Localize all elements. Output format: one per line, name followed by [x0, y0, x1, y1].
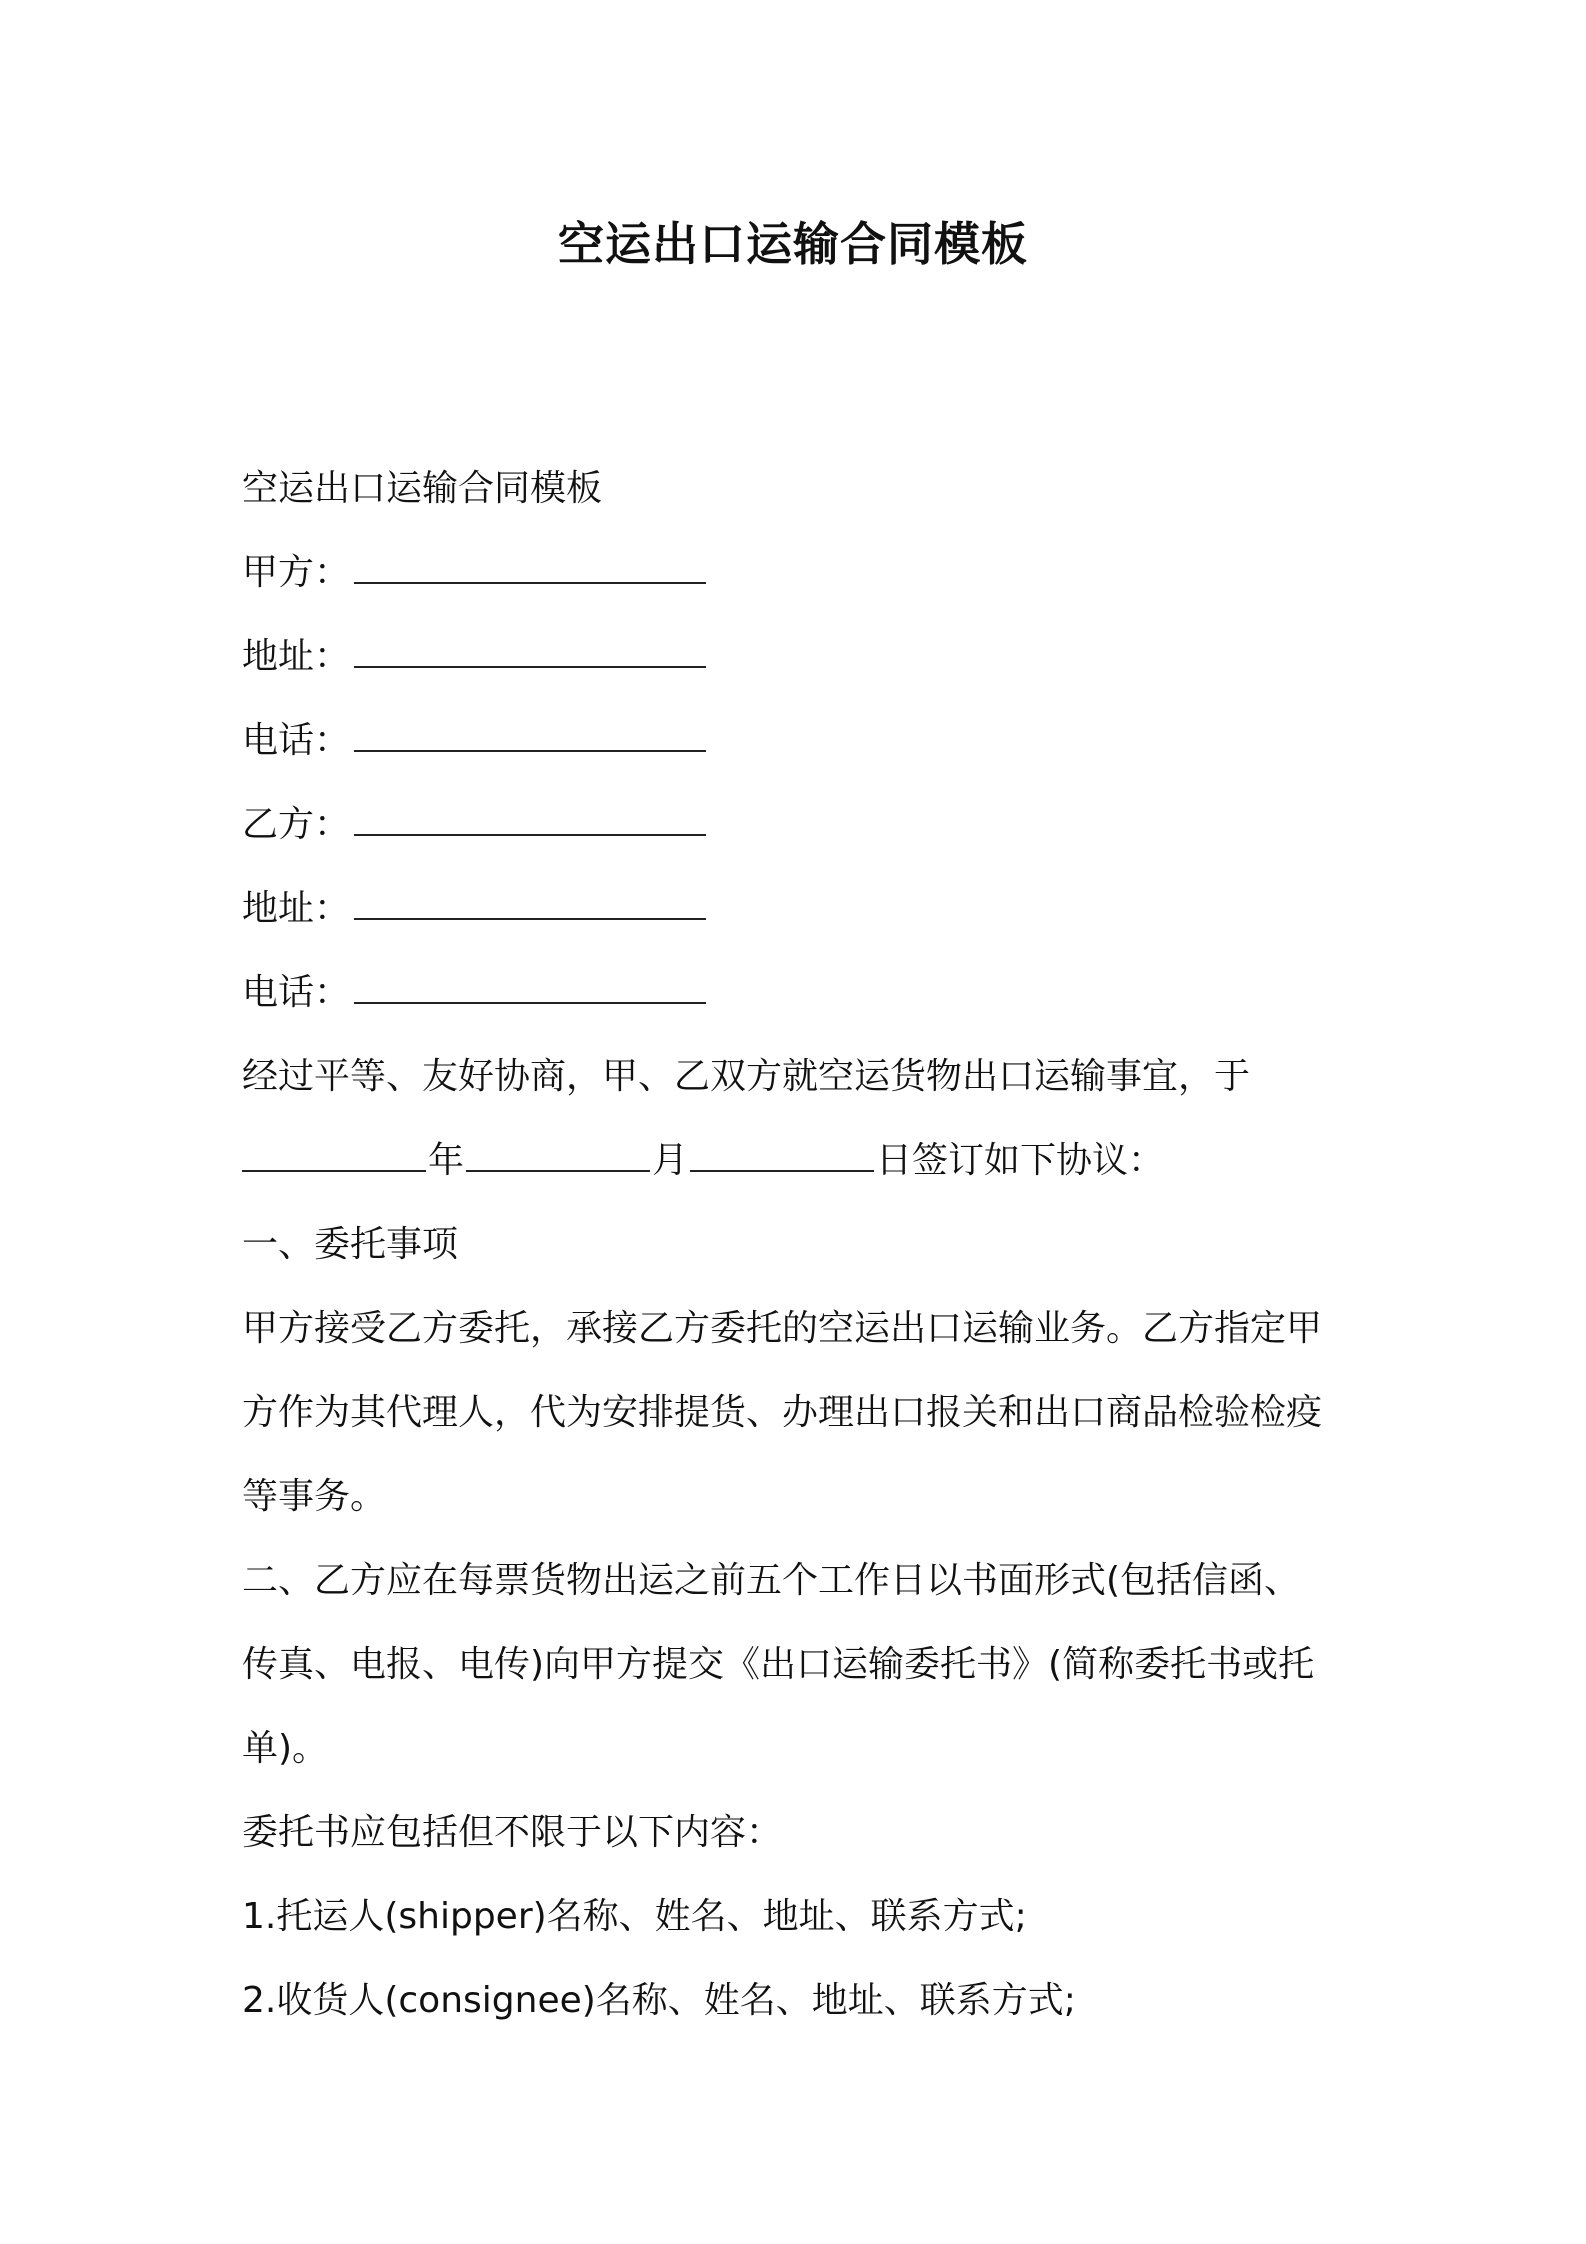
- party-b-label: 乙方：: [242, 804, 351, 845]
- section-1-line: 甲方接受乙方委托，承接乙方委托的空运出口运输业务。乙方指定甲: [242, 1308, 1323, 1349]
- section-1-heading: 一、委托事项: [242, 1224, 459, 1265]
- document-body: [242, 447, 1362, 2043]
- party-a-label: 甲方：: [242, 552, 351, 593]
- year-blank: [242, 1136, 426, 1172]
- section-1-line: 等事务。: [242, 1476, 387, 1517]
- day-suffix: 日签订如下协议：: [876, 1140, 1165, 1181]
- document-title: 空运出口运输合同模板: [558, 217, 1028, 271]
- intro-line: 经过平等、友好协商，甲、乙双方就空运货物出口运输事宜，于: [242, 1056, 1251, 1097]
- party-a-phone-label: 电话：: [242, 720, 351, 761]
- contents-intro: 委托书应包括但不限于以下内容：: [242, 1812, 783, 1853]
- contents-item: 1.托运人(shipper)名称、姓名、地址、联系方式;: [242, 1896, 1027, 1937]
- document-subtitle: 空运出口运输合同模板: [242, 468, 603, 509]
- party-b-phone-field: [242, 951, 1362, 1035]
- party-a-field: [242, 531, 1362, 615]
- party-b-address-blank: [354, 884, 706, 920]
- year-label: 年: [428, 1140, 465, 1181]
- party-b-address-label: 地址：: [242, 888, 351, 929]
- month-blank: [466, 1136, 650, 1172]
- day-blank: [690, 1136, 874, 1172]
- contents-item: 2.收货人(consignee)名称、姓名、地址、联系方式;: [242, 1980, 1076, 2021]
- party-b-phone-label: 电话：: [242, 972, 351, 1013]
- month-label: 月: [652, 1140, 689, 1181]
- party-b-field: [242, 783, 1362, 867]
- section-1-line: 方作为其代理人，代为安排提货、办理出口报关和出口商品检验检疫: [242, 1392, 1323, 1433]
- party-a-phone-field: [242, 699, 1362, 783]
- section-2-line: 单)。: [242, 1728, 329, 1769]
- party-b-address-field: [242, 867, 1362, 951]
- party-a-address-field: [242, 615, 1362, 699]
- section-2-line: 传真、电报、电传)向甲方提交《出口运输委托书》(简称委托书或托: [242, 1644, 1315, 1685]
- party-a-address-label: 地址：: [242, 636, 351, 677]
- party-b-blank: [354, 800, 706, 836]
- section-2-line: 二、乙方应在每票货物出运之前五个工作日以书面形式(包括信函、: [242, 1560, 1301, 1601]
- party-a-phone-blank: [354, 716, 706, 752]
- party-a-address-blank: [354, 632, 706, 668]
- party-a-blank: [354, 548, 706, 584]
- party-b-phone-blank: [354, 968, 706, 1004]
- date-line: [242, 1119, 1362, 1203]
